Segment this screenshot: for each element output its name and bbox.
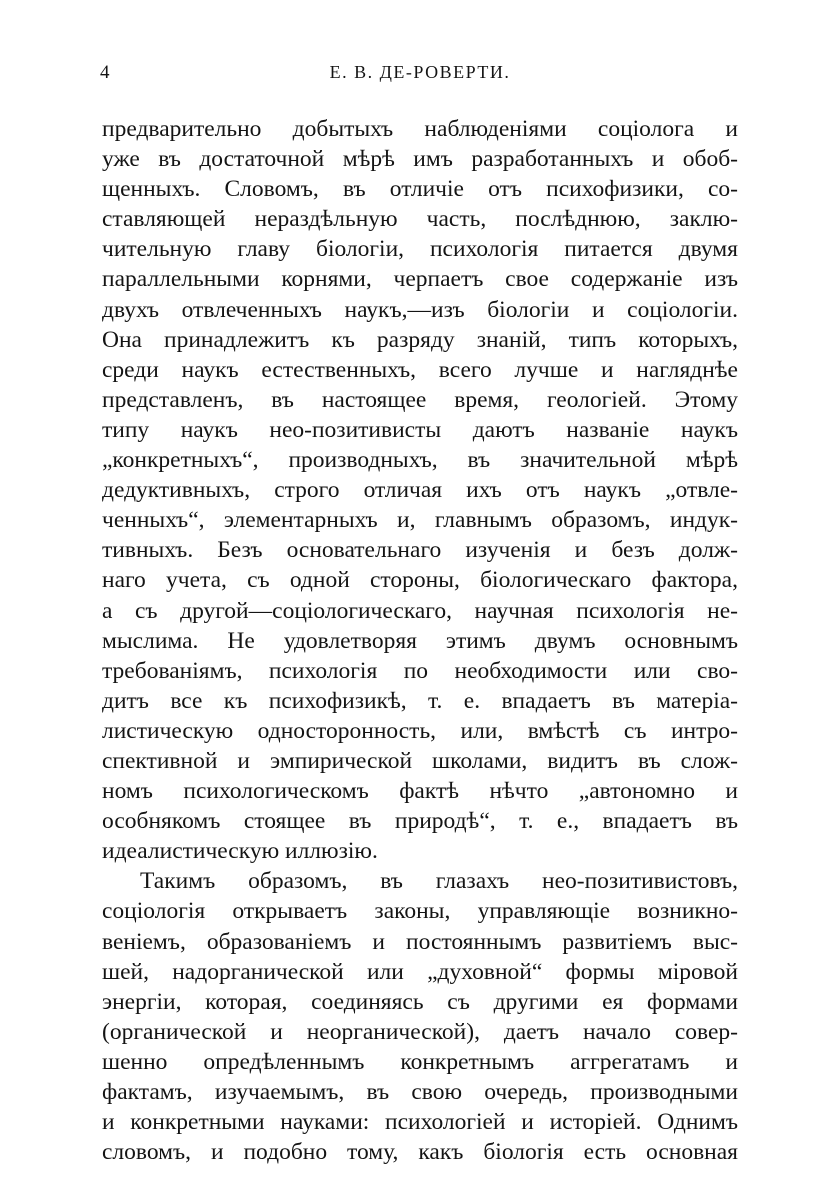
text-line: энергіи, которая, соединяясь съ другими ея формами [102,988,738,1015]
text-line: Такимъ образомъ, въ глазахъ нео-позитивистовъ, [140,868,738,895]
text-line: наго учета, съ одной стороны, біологическаго фактора, [102,567,738,594]
text-line: типу наукъ нео-позитивисты даютъ названіе наукъ [102,416,738,443]
paragraph [102,866,738,1167]
text-line: представленъ, въ настоящее время, геологіей. Этому [102,386,738,413]
text-line: среди наукъ естественныхъ, всего лучше и нагляднѣе [102,356,738,383]
paragraph [102,114,738,866]
text-line: ченныхъ“, элементарныхъ и, главнымъ образомъ, индук- [102,507,738,534]
text-line: идеалистическую иллюзію. [102,838,378,865]
text-line: особнякомъ стоящее въ природѣ“, т. е., впадаетъ въ [102,808,738,835]
text-line: требованіямъ, психологія по необходимости или сво- [102,657,738,684]
text-line: спективной и эмпирической школами, видитъ въ слож- [102,747,738,774]
text-line: параллельными корнями, черпаетъ свое содержаніе изъ [102,266,738,293]
page-number: 4 [100,62,110,83]
text-line: соціологія открываетъ законы, управляющіе возникно- [102,898,738,925]
text-line: чительную главу біологіи, психологія питается двумя [102,236,738,263]
text-line: Она принадлежитъ къ разряду знаній, типъ которыхъ, [102,326,738,353]
text-line: двухъ отвлеченныхъ наукъ,—изъ біологіи и соціологіи. [102,296,738,323]
text-line: дитъ все къ психофизикѣ, т. е. впадаетъ въ матеріа- [102,687,738,714]
text-line: фактамъ, изучаемымъ, въ свою очередь, производными [102,1079,738,1105]
text-line: и конкретными науками: психологіей и исторіей. Однимъ [102,1109,738,1136]
text-line: ставляющей нераздѣльную часть, послѣднюю, заклю- [102,206,738,233]
text-line: шенно опредѣленнымъ конкретнымъ аггрегатамъ и [102,1048,738,1075]
text-line: а съ другой—соціологическаго, научная психологія не- [102,597,738,624]
text-line: предварительно добытыхъ наблюденіями соціолога и [102,116,738,142]
text-line: шей, надорганической или „духовной“ формы міровой [102,958,738,985]
text-line: (органической и неорганической), даетъ начало совер- [102,1018,738,1045]
text-line: номъ психологическомъ фактѣ нѣчто „автономно и [102,778,738,805]
text-line: дедуктивныхъ, строго отличая ихъ отъ наукъ „отвле- [102,477,738,504]
text-line: листическую односторонность, или, вмѣстѣ съ интро- [102,717,738,744]
text-line: уже въ достаточной мѣрѣ имъ разработанныхъ и обоб- [102,146,738,173]
text-line: тивныхъ. Безъ основательнаго изученія и безъ долж- [102,537,738,564]
running-head: Е. В. ДЕ-РОВЕРТИ. [329,62,511,82]
text-line: „конкретныхъ“, производныхъ, въ значительной мѣрѣ [102,447,738,474]
text-line: мыслима. Не удовлетворяя этимъ двумъ основнымъ [102,627,738,654]
body-text [102,114,738,1167]
text-line: словомъ, и подобно тому, какъ біологія есть основная [102,1139,738,1166]
page-header [100,62,740,92]
text-line: щенныхъ. Словомъ, въ отличіе отъ психофизики, со- [102,176,738,203]
text-line: веніемъ, образованіемъ и постояннымъ развитіемъ выс- [102,928,738,955]
